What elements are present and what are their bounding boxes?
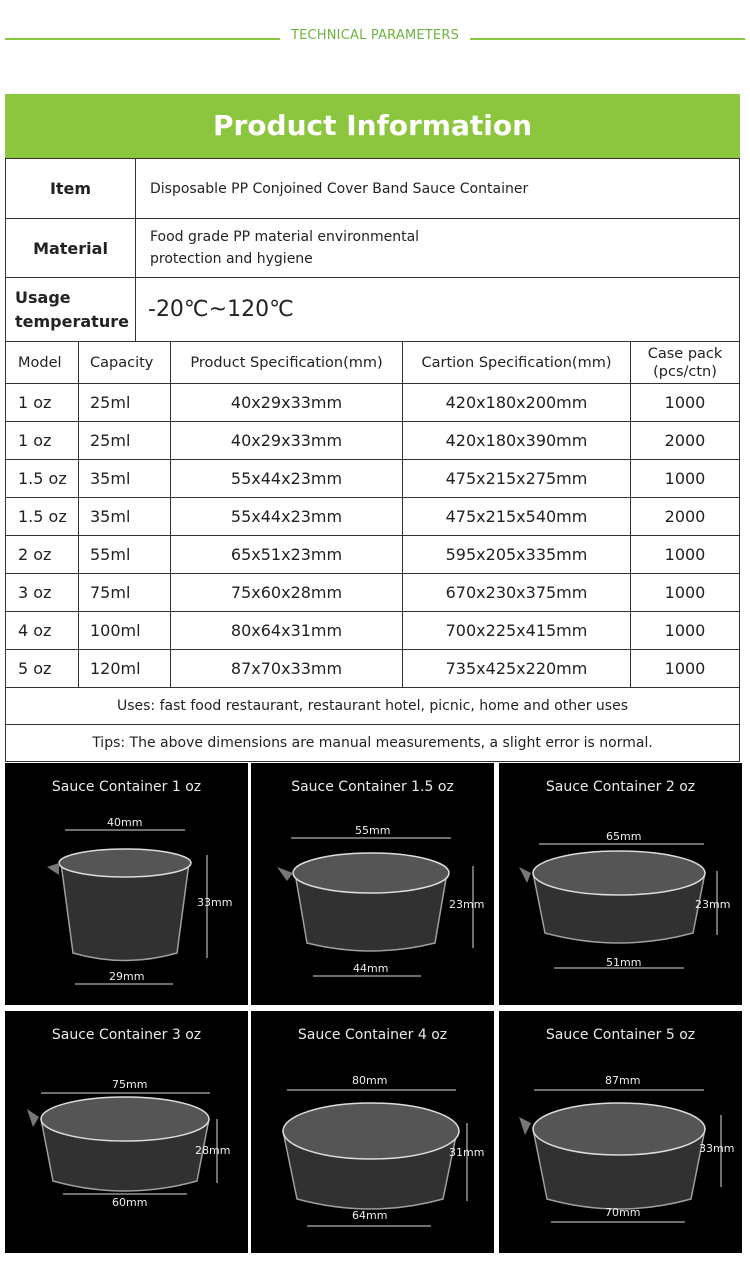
photo-caption: Sauce Container 1.5 oz [291,779,454,795]
info-row-material [6,219,740,278]
dim-bottom: 70mm [605,1206,641,1219]
table-row [6,612,740,650]
dim-bottom: 60mm [112,1196,148,1209]
spec-header-row [6,342,740,384]
header-product-spec: Product Specification(mm) [171,342,403,384]
photo-caption: Sauce Container 5 oz [545,1027,696,1043]
dim-height: 23mm [449,898,485,911]
dim-bottom: 64mm [352,1209,388,1222]
cell-model: 4 oz [6,612,79,650]
dim-bottom: 51mm [606,956,642,969]
photo-caption: Sauce Container 3 oz [51,1027,202,1043]
photo-caption: Sauce Container 4 oz [297,1027,448,1043]
cell-carton-spec: 670x230x375mm [403,574,631,612]
dim-top: 75mm [112,1078,148,1091]
photo-1-5oz [251,763,494,1005]
cell-case-pack: 1000 [631,384,740,422]
usage-label-line-2: temperature [15,311,129,331]
cell-case-pack: 1000 [631,574,740,612]
material-line-1: Food grade PP material environmental [150,229,420,245]
uses-row [6,688,740,725]
header-case-pack-line-1: Case pack [647,345,723,362]
item-label: Item [6,159,136,219]
cell-carton-spec: 475x215x540mm [403,498,631,536]
dim-height: 33mm [197,896,233,909]
cell-model: 1 oz [6,384,79,422]
header-carton-spec: Cartion Specification(mm) [403,342,631,384]
dim-top: 40mm [107,816,143,829]
photo-caption: Sauce Container 1 oz [51,779,202,795]
header-case-pack [631,342,740,384]
cell-model: 1.5 oz [6,460,79,498]
cell-carton-spec: 735x425x220mm [403,650,631,688]
cell-product-spec: 55x44x23mm [171,498,403,536]
tips-note: Tips: The above dimensions are manual measurements, a slight error is normal. [6,725,740,762]
header-model: Model [6,342,79,384]
cell-capacity: 35ml [79,460,171,498]
cell-carton-spec: 420x180x200mm [403,384,631,422]
cell-product-spec: 40x29x33mm [171,422,403,460]
cell-case-pack: 2000 [631,422,740,460]
info-row-item [6,159,740,219]
cell-model: 1.5 oz [6,498,79,536]
cell-capacity: 25ml [79,384,171,422]
dim-height: 28mm [195,1144,231,1157]
cell-capacity: 55ml [79,536,171,574]
table-row [6,574,740,612]
material-label: Material [6,219,136,278]
table-row [6,384,740,422]
photo-1oz [5,763,248,1005]
cell-capacity: 25ml [79,422,171,460]
dim-top: 80mm [352,1074,388,1087]
header-case-pack-line-2: (pcs/ctn) [653,363,717,380]
cell-product-spec: 80x64x31mm [171,612,403,650]
product-info-table [5,158,740,342]
item-value: Disposable PP Conjoined Cover Band Sauce Container [136,159,740,219]
cell-case-pack: 1000 [631,612,740,650]
cell-case-pack: 1000 [631,460,740,498]
material-line-2: protection and hygiene [150,251,313,267]
spec-table [5,341,740,762]
cell-capacity: 120ml [79,650,171,688]
table-row [6,422,740,460]
dim-top: 65mm [606,830,642,843]
cell-product-spec: 65x51x23mm [171,536,403,574]
cell-carton-spec: 475x215x275mm [403,460,631,498]
photo-5oz [499,1011,742,1253]
container-illustration [5,763,248,1005]
dim-height: 33mm [699,1142,735,1155]
dim-bottom: 29mm [109,970,145,983]
cell-product-spec: 87x70x33mm [171,650,403,688]
table-row [6,460,740,498]
cell-capacity: 100ml [79,612,171,650]
dim-top: 87mm [605,1074,641,1087]
section-header [0,22,750,54]
dim-bottom: 44mm [353,962,389,975]
cell-case-pack: 1000 [631,650,740,688]
cell-product-spec: 40x29x33mm [171,384,403,422]
cell-case-pack: 2000 [631,498,740,536]
dim-height: 23mm [695,898,731,911]
tips-row [6,725,740,762]
cell-carton-spec: 420x180x390mm [403,422,631,460]
usage-value: -20℃~120℃ [136,278,740,342]
cell-carton-spec: 595x205x335mm [403,536,631,574]
container-illustration [5,1011,248,1253]
photo-3oz [5,1011,248,1253]
cell-carton-spec: 700x225x415mm [403,612,631,650]
photo-caption: Sauce Container 2 oz [545,779,696,795]
table-row [6,536,740,574]
cell-capacity: 75ml [79,574,171,612]
cell-product-spec: 75x60x28mm [171,574,403,612]
cell-product-spec: 55x44x23mm [171,460,403,498]
usage-label [6,278,136,342]
table-row [6,650,740,688]
cell-case-pack: 1000 [631,536,740,574]
dim-height: 31mm [449,1146,485,1159]
cell-model: 5 oz [6,650,79,688]
info-row-usage [6,278,740,342]
section-title: TECHNICAL PARAMETERS [290,28,460,43]
divider-left [5,38,280,40]
cell-model: 1 oz [6,422,79,460]
dim-top: 55mm [355,824,391,837]
header-capacity: Capacity [79,342,171,384]
usage-label-line-1: Usage [15,287,71,307]
photo-2oz [499,763,742,1005]
photo-4oz [251,1011,494,1253]
cell-model: 2 oz [6,536,79,574]
uses-note: Uses: fast food restaurant, restaurant hotel, picnic, home and other uses [6,688,740,725]
cell-model: 3 oz [6,574,79,612]
table-row [6,498,740,536]
product-information-banner: Product Information [5,94,740,158]
material-value [136,219,740,278]
divider-right [470,38,745,40]
cell-capacity: 35ml [79,498,171,536]
